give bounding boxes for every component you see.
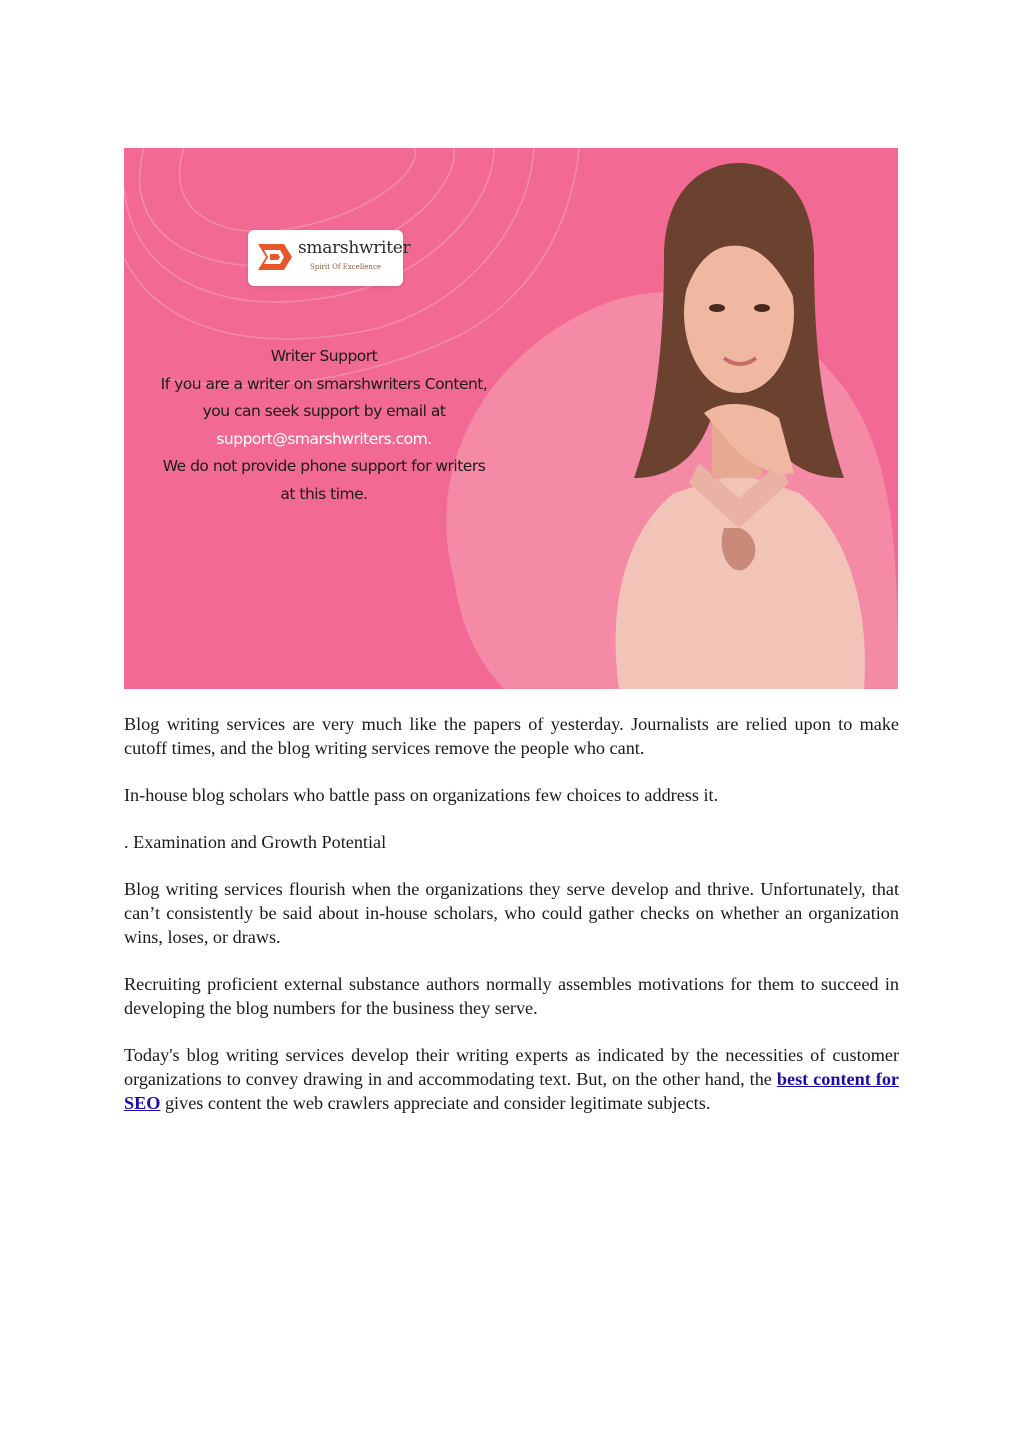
support-line-3: We do not provide phone support for writers: [162, 457, 486, 475]
paragraph-3: . Examination and Growth Potential: [124, 832, 387, 852]
paragraph-2: In-house blog scholars who battle pass on organizations few choices to address it.: [124, 785, 719, 805]
support-line-4: at this time.: [280, 484, 368, 503]
best-content-seo-link[interactable]: best content for SEO: [124, 1069, 899, 1113]
smarshwriter-logo: [248, 230, 411, 286]
paragraph-5: Recruiting proficient external substance authors normally assembles motivations for them to succeed in developing the blog numbers for the business they serve.: [124, 974, 899, 1018]
woman-portrait-image: [524, 148, 898, 689]
logo-name: smarshwriter: [298, 238, 411, 258]
logo-tagline: Spirit Of Excellence: [310, 263, 382, 271]
support-heading: Writer Support: [270, 347, 378, 365]
hero-banner: [124, 148, 898, 689]
paragraph-1: Blog writing services are very much like the papers of yesterday. Journalists are relied upon to make cutoff times, and the blog writing services remove the people who cant.: [124, 714, 899, 758]
support-line-1: If you are a writer on smarshwriters Content,: [160, 374, 488, 393]
support-email: support@smarshwriters.com.: [216, 429, 432, 448]
logo-arrows-icon: [258, 244, 294, 270]
paragraph-6: [124, 1043, 899, 1115]
writer-support-notice: [154, 343, 494, 508]
paragraph-6-end: gives content the web crawlers appreciate and consider legitimate subjects.: [160, 1093, 711, 1113]
article-body: [124, 712, 899, 1138]
paragraph-6-start: Today's blog writing services develop their writing experts as indicated by the necessities of customer organizations to convey drawing in and accommodating text. But, on the other hand, the: [124, 1045, 899, 1089]
paragraph-4: Blog writing services flourish when the organizations they serve develop and thrive. Unfortunately, that can’t consistently be said about in-house scholars, who could gather checks on whether an organization wins, loses, or draws.: [124, 879, 899, 947]
support-line-2: you can seek support by email at: [202, 402, 446, 420]
